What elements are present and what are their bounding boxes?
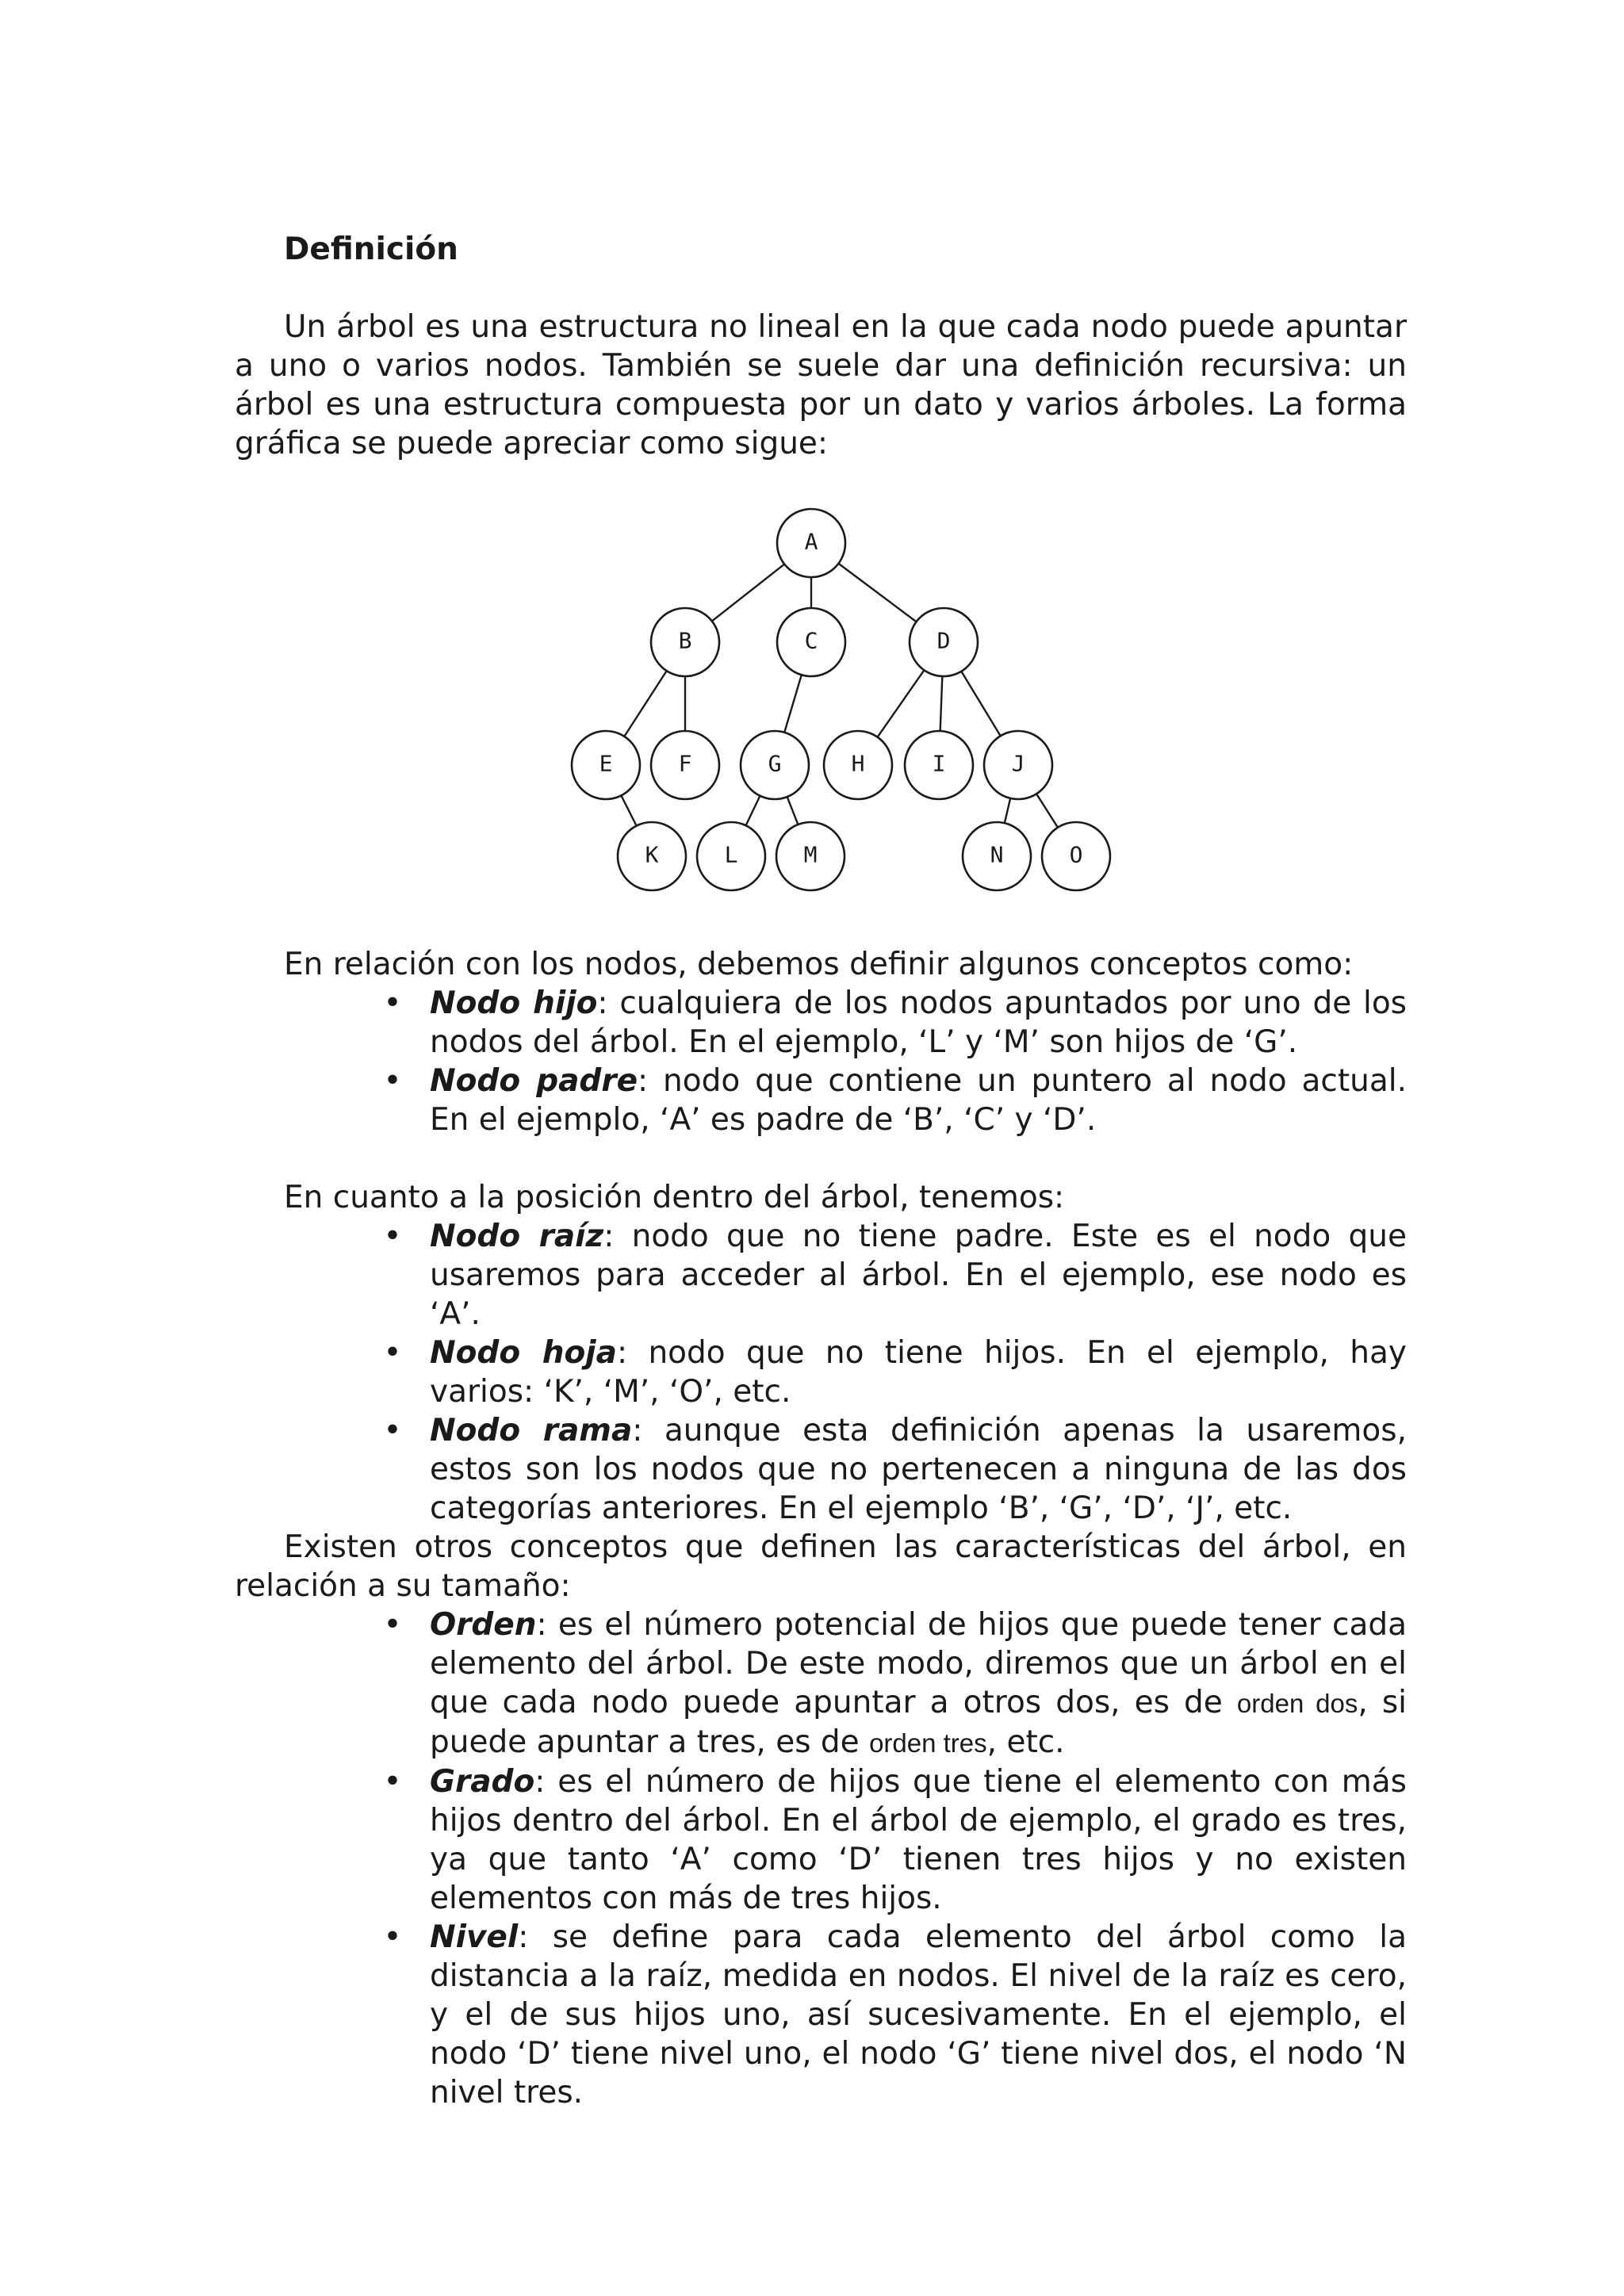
- tree-node-label: J: [1011, 750, 1025, 777]
- tree-node-a: [777, 509, 845, 577]
- term: Nodo hoja: [430, 1335, 617, 1371]
- definition: : aunque esta definición apenas la usaremos, estos son los nodos que no pertenecen a ninguna de las dos categorías anteriores. En el ejemplo ‘B’, ‘G’, ‘D’, ‘J’, etc.: [430, 1413, 1407, 1526]
- tree-diagram: [555, 499, 1126, 912]
- definition: : nodo que contiene un puntero al nodo actual. En el ejemplo, ‘A’ es padre de ‘B’, ‘C’ y ‘D’.: [430, 1063, 1407, 1138]
- tree-edge-g-m: [787, 797, 799, 825]
- term: Nodo raíz: [430, 1219, 604, 1254]
- bullet-icon: •: [383, 1335, 402, 1371]
- nodes-concepts-intro: En relación con los nodos, debemos definir algunos conceptos como:: [284, 947, 1354, 982]
- tree-node-i: [905, 731, 973, 799]
- tree-edge-a-d: [838, 564, 916, 622]
- term: Nodo padre: [430, 1063, 638, 1099]
- list-item-nodo-hijo: [381, 984, 1407, 1062]
- tree-edge-g-l: [746, 796, 760, 825]
- tree-node-e: [572, 731, 640, 799]
- tree-edge-j-n: [1005, 798, 1010, 823]
- tree-node-label: I: [932, 750, 946, 777]
- bullet-icon: •: [383, 1764, 402, 1800]
- nodes-concepts-list: [381, 984, 1407, 1139]
- tree-edge-d-h: [878, 670, 925, 737]
- tree-node-o: [1042, 822, 1110, 890]
- tree-node-label: E: [599, 750, 613, 777]
- tree-node-n: [963, 822, 1031, 890]
- tree-node-label: M: [803, 841, 818, 868]
- tree-node-h: [824, 731, 892, 799]
- term: Nodo hijo: [430, 985, 598, 1021]
- list-item-grado: [381, 1762, 1407, 1918]
- bullet-icon: •: [383, 1063, 402, 1099]
- list-item-nodo-hoja: [381, 1334, 1407, 1411]
- tree-node-label: D: [936, 627, 951, 654]
- bullet-icon: •: [383, 1413, 402, 1448]
- tree-node-c: [777, 608, 845, 676]
- tree-node-d: [910, 608, 978, 676]
- tree-node-label: G: [768, 750, 782, 777]
- term: Nodo rama: [430, 1413, 633, 1448]
- tree-node-label: O: [1069, 841, 1083, 868]
- bullet-icon: •: [383, 1219, 402, 1254]
- size-concepts-intro: Existen otros conceptos que definen las características del árbol, en relación a su tamaño:: [235, 1529, 1407, 1604]
- tree-edge-b-e: [624, 671, 666, 737]
- tree-edge-j-o: [1036, 794, 1058, 827]
- tree-node-label: K: [645, 841, 659, 868]
- tree-node-label: B: [678, 627, 692, 654]
- tree-node-label: F: [678, 750, 692, 777]
- definition: : nodo que no tiene hijos. En el ejemplo, hay varios: ‘K’, ‘M’, ‘O’, etc.: [430, 1335, 1407, 1410]
- list-item-orden: [381, 1605, 1407, 1762]
- tree-node-label: N: [990, 841, 1004, 868]
- tree-node-label: H: [851, 750, 865, 777]
- small-text: orden dos: [1236, 1689, 1358, 1718]
- definition: : es el número de hijos que tiene el elemento con más hijos dentro del árbol. En el árbol de ejemplo, el grado es tres, ya que tanto ‘A’ como ‘D’ tienen tres hijos y no existen elementos con más de tres hijos.: [430, 1764, 1407, 1916]
- bullet-icon: •: [383, 1919, 402, 1955]
- list-item-nodo-padre: [381, 1062, 1407, 1139]
- tree-edge-a-b: [712, 564, 784, 622]
- size-concepts-list: [381, 1605, 1407, 2112]
- tree-node-label: C: [804, 627, 818, 654]
- list-item-nodo-rama: [381, 1411, 1407, 1528]
- bullet-icon: •: [383, 1607, 402, 1643]
- tree-node-j: [984, 731, 1052, 799]
- tree-node-k: [618, 822, 686, 890]
- tree-edge-d-j: [961, 672, 1000, 736]
- list-item-nivel: [381, 1918, 1407, 2112]
- tree-node-label: A: [804, 528, 818, 555]
- section-heading: Definición: [284, 232, 458, 267]
- definition: : cualquiera de los nodos apuntados por uno de los nodos del árbol. En el ejemplo, ‘L’ y ‘M’ son hijos de ‘G’.: [430, 985, 1408, 1060]
- tree-node-b: [651, 608, 719, 676]
- definition: , si puede apuntar a tres, es de: [430, 1685, 1407, 1760]
- definition: : nodo que no tiene padre. Este es el nodo que usaremos para acceder al árbol. En el ejemplo, ese nodo es ‘A’.: [430, 1219, 1407, 1332]
- position-concepts-intro: En cuanto a la posición dentro del árbol, tenemos:: [284, 1180, 1065, 1215]
- position-concepts-list: [381, 1217, 1407, 1528]
- tree-edge-d-i: [940, 676, 943, 731]
- term: Grado: [430, 1764, 535, 1800]
- tree-node-label: L: [724, 841, 738, 868]
- tree-edge-c-g: [784, 675, 802, 733]
- tree-node-f: [651, 731, 719, 799]
- tree-node-l: [697, 822, 765, 890]
- small-text: orden tres: [869, 1728, 987, 1758]
- term: Nivel: [430, 1919, 519, 1955]
- bullet-icon: •: [383, 985, 402, 1021]
- definition: : es el número potencial de hijos que puede tener cada elemento del árbol. De este modo, diremos que un árbol en el que cada nodo puede apuntar a otros dos, es de: [430, 1607, 1407, 1720]
- term: Orden: [430, 1607, 537, 1643]
- list-item-nodo-raiz: [381, 1217, 1407, 1334]
- tree-edge-e-k: [621, 795, 636, 825]
- intro-paragraph: Un árbol es una estructura no lineal en la que cada nodo puede apuntar a uno o varios nodos. También se suele dar una definición recursiva: un árbol es una estructura compuesta por un dato y varios árboles. La forma gráfica se puede apreciar como sigue:: [235, 309, 1407, 461]
- tree-node-g: [741, 731, 809, 799]
- tree-node-m: [776, 822, 845, 890]
- definition: : se define para cada elemento del árbol como la distancia a la raíz, medida en nodos. El nivel de la raíz es cero, y el de sus hijos uno, así sucesivamente. En el ejemplo, el nodo ‘D’ tiene nivel uno, el nodo ‘G’ tiene nivel dos, el nodo ‘N nivel tres.: [430, 1919, 1407, 2110]
- definition: , etc.: [986, 1724, 1065, 1760]
